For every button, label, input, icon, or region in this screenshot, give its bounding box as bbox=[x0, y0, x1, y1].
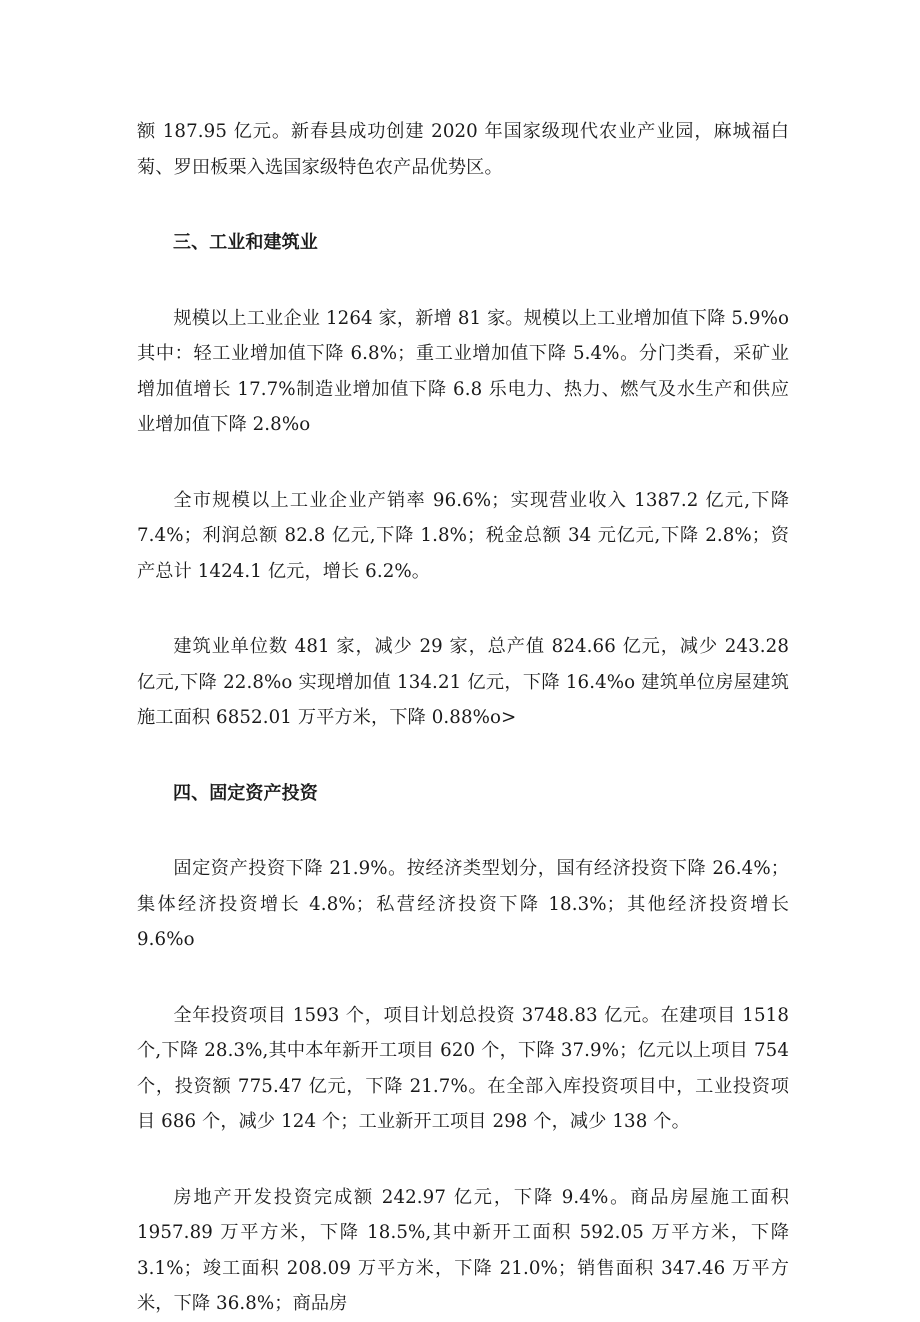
paragraph-investment-by-type: 固定资产投资下降 21.9%。按经济类型划分，国有经济投资下降 26.4%；集体经济投资增长 4.8%；私营经济投资下降 18.3%；其他经济投资增长 9.6%o bbox=[137, 858, 789, 950]
paragraph-industrial-enterprises: 规模以上工业企业 1264 家，新增 81 家。规模以上工业增加值下降 5.9%o 其中：轻工业增加值下降 6.8%；重工业增加值下降 5.4%。分门类看，采矿业增加值增长 17.7%制造业增加值下降 6.8 乐电力、热力、燃气及水生产和供应业增加值下降 2.8%o bbox=[137, 307, 789, 435]
paragraph-gap bbox=[137, 958, 789, 998]
paragraph-gap bbox=[137, 736, 789, 776]
paragraph-industrial-sales: 全市规模以上工业企业产销率 96.6%；实现营业收入 1387.2 亿元,下降 7.4%；利润总额 82.8 亿元,下降 1.8%；税金总额 34 元亿元,下降 2.8%；资产总计 1424.1 亿元，增长 6.2%。 bbox=[137, 489, 789, 582]
paragraph-construction: 建筑业单位数 481 家，减少 29 家，总产值 824.66 亿元，减少 243.28 亿元,下降 22.8%o 实现增加值 134.21 亿元，下降 16.4%o 建筑单位房屋建筑施工面积 6852.01 万平方米，下降 0.88%o> bbox=[137, 636, 789, 728]
paragraph-gap bbox=[137, 443, 789, 483]
paragraph-agriculture-continued: 额 187.95 亿元。新春县成功创建 2020 年国家级现代农业产业园，麻城福白菊、罗田板栗入选国家级特色农产品优势区。 bbox=[137, 121, 789, 178]
paragraph-gap bbox=[137, 589, 789, 629]
section-heading-fixed-asset-investment: 四、固定资产投资 bbox=[173, 782, 318, 804]
paragraph-gap bbox=[137, 261, 789, 301]
section-heading-industry-construction: 三、工业和建筑业 bbox=[173, 232, 318, 253]
paragraph-gap bbox=[137, 811, 789, 851]
document-body bbox=[137, 114, 789, 1322]
paragraph-gap bbox=[137, 185, 789, 225]
paragraph-real-estate: 房地产开发投资完成额 242.97 亿元，下降 9.4%。商品房屋施工面积 1957.89 万平方米，下降 18.5%,其中新开工面积 592.05 万平方米，下降 3.1%；竣工面积 208.09 万平方米，下降 21.0%；销售面积 347.46 万平方米，下降 36.8%；商品房 bbox=[137, 1186, 789, 1314]
paragraph-investment-projects: 全年投资项目 1593 个，项目计划总投资 3748.83 亿元。在建项目 1518 个,下降 28.3%,其中本年新开工项目 620 个，下降 37.9%；亿元以上项目 754 个，投资额 775.47 亿元，下降 21.7%。在全部入库投资项目中，工业投资项目 686 个，减少 124 个；工业新开工项目 298 个，减少 138 个。 bbox=[137, 1004, 789, 1132]
paragraph-gap bbox=[137, 1140, 789, 1180]
